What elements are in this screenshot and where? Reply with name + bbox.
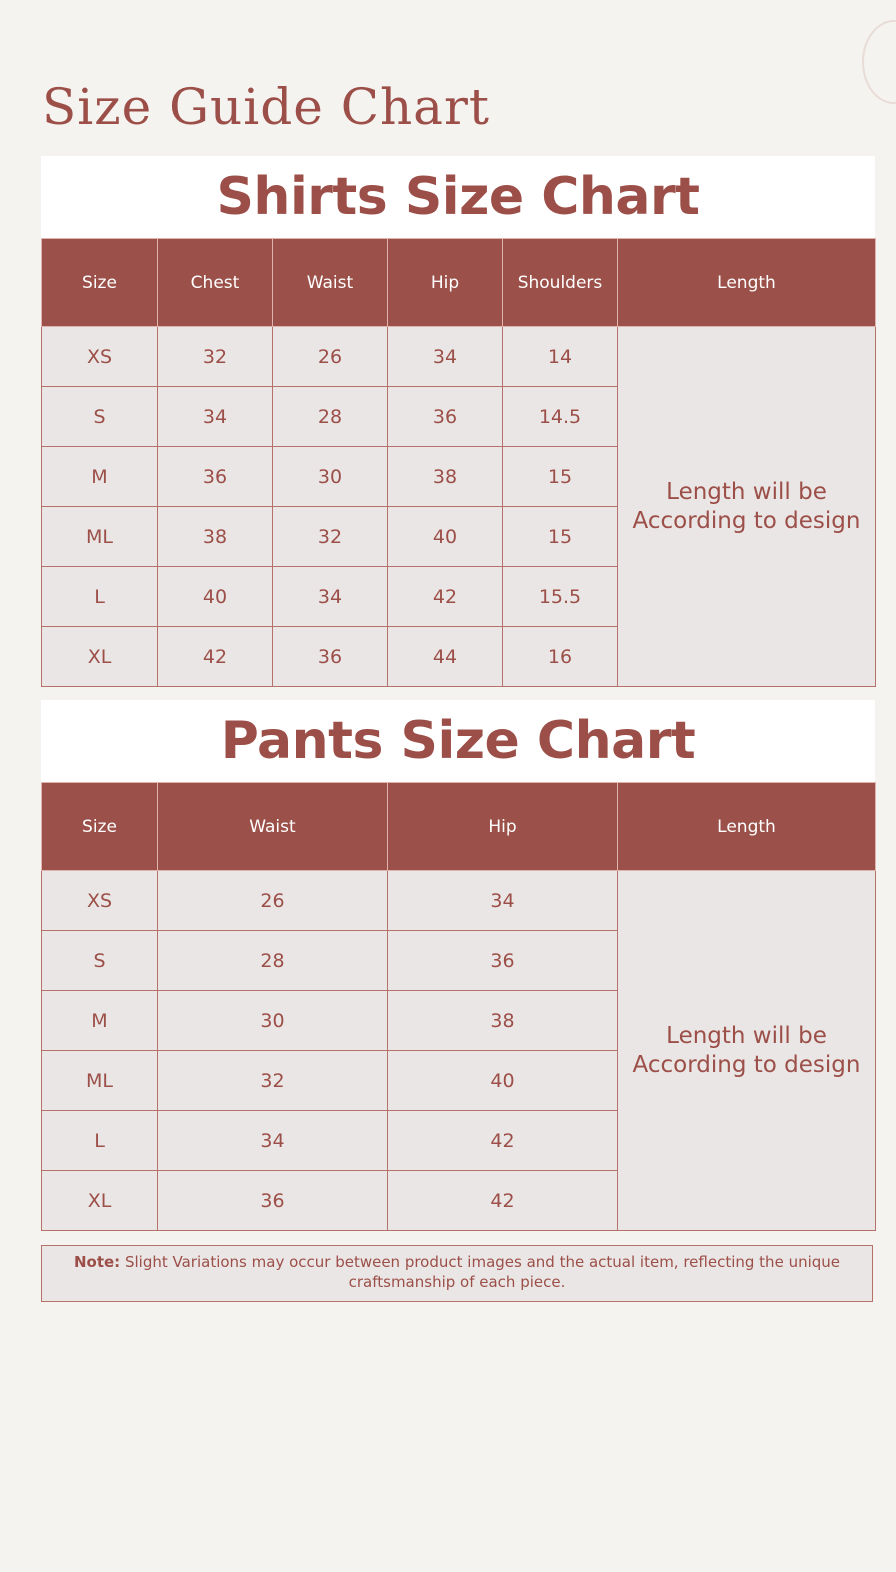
shoulders-cell: 16 bbox=[503, 627, 618, 687]
waist-cell: 28 bbox=[158, 931, 388, 991]
hip-cell: 38 bbox=[388, 447, 503, 507]
disclaimer-note bbox=[41, 1245, 873, 1302]
chest-cell: 42 bbox=[158, 627, 273, 687]
shoulders-cell: 15 bbox=[503, 447, 618, 507]
size-cell: L bbox=[42, 567, 158, 627]
column-header-shoulders: Shoulders bbox=[503, 239, 618, 327]
length-note-line-1: Length will be bbox=[666, 478, 827, 505]
shirts-chart-title: Shirts Size Chart bbox=[41, 156, 875, 238]
waist-cell: 28 bbox=[273, 387, 388, 447]
waist-cell: 26 bbox=[158, 871, 388, 931]
waist-cell: 36 bbox=[273, 627, 388, 687]
size-cell: S bbox=[42, 387, 158, 447]
shoulders-cell: 14 bbox=[503, 327, 618, 387]
column-header-length: Length bbox=[618, 239, 876, 327]
chest-cell: 34 bbox=[158, 387, 273, 447]
chest-cell: 32 bbox=[158, 327, 273, 387]
hip-cell: 42 bbox=[388, 1171, 618, 1231]
table-row bbox=[42, 327, 876, 387]
page-title: Size Guide Chart bbox=[42, 78, 490, 136]
shirts-size-chart bbox=[41, 156, 875, 687]
hip-cell: 34 bbox=[388, 327, 503, 387]
column-header-length: Length bbox=[618, 783, 876, 871]
hip-cell: 40 bbox=[388, 1051, 618, 1111]
chest-cell: 36 bbox=[158, 447, 273, 507]
hip-cell: 40 bbox=[388, 507, 503, 567]
waist-cell: 30 bbox=[273, 447, 388, 507]
size-cell: XL bbox=[42, 627, 158, 687]
hip-cell: 36 bbox=[388, 931, 618, 991]
size-cell: M bbox=[42, 447, 158, 507]
waist-cell: 36 bbox=[158, 1171, 388, 1231]
shoulders-cell: 15.5 bbox=[503, 567, 618, 627]
decorative-circle bbox=[862, 20, 896, 104]
table-row bbox=[42, 871, 876, 931]
size-cell: ML bbox=[42, 507, 158, 567]
length-note-cell bbox=[618, 327, 876, 687]
note-text: Slight Variations may occur between product images and the actual item, reflecting the unique craftsmanship of each piece. bbox=[124, 1253, 841, 1291]
hip-cell: 38 bbox=[388, 991, 618, 1051]
size-cell: S bbox=[42, 931, 158, 991]
column-header-size: Size bbox=[42, 239, 158, 327]
size-cell: XS bbox=[42, 871, 158, 931]
hip-cell: 42 bbox=[388, 567, 503, 627]
size-cell: M bbox=[42, 991, 158, 1051]
length-note-line-1: Length will be bbox=[666, 1022, 827, 1049]
size-cell: ML bbox=[42, 1051, 158, 1111]
length-note-line-2: According to design bbox=[632, 1051, 861, 1078]
column-header-waist: Waist bbox=[273, 239, 388, 327]
waist-cell: 30 bbox=[158, 991, 388, 1051]
note-label: Note: bbox=[73, 1253, 121, 1271]
waist-cell: 34 bbox=[158, 1111, 388, 1171]
waist-cell: 32 bbox=[158, 1051, 388, 1111]
chest-cell: 38 bbox=[158, 507, 273, 567]
hip-cell: 36 bbox=[388, 387, 503, 447]
column-header-hip: Hip bbox=[388, 239, 503, 327]
shoulders-cell: 14.5 bbox=[503, 387, 618, 447]
size-cell: XL bbox=[42, 1171, 158, 1231]
length-note-cell bbox=[618, 871, 876, 1231]
shirts-header-row bbox=[42, 239, 876, 327]
column-header-waist: Waist bbox=[158, 783, 388, 871]
pants-header-row bbox=[42, 783, 876, 871]
column-header-hip: Hip bbox=[388, 783, 618, 871]
size-cell: XS bbox=[42, 327, 158, 387]
chest-cell: 40 bbox=[158, 567, 273, 627]
waist-cell: 34 bbox=[273, 567, 388, 627]
hip-cell: 42 bbox=[388, 1111, 618, 1171]
shoulders-cell: 15 bbox=[503, 507, 618, 567]
pants-table bbox=[41, 782, 876, 1231]
size-cell: L bbox=[42, 1111, 158, 1171]
hip-cell: 44 bbox=[388, 627, 503, 687]
pants-size-chart bbox=[41, 700, 875, 1231]
column-header-chest: Chest bbox=[158, 239, 273, 327]
waist-cell: 32 bbox=[273, 507, 388, 567]
column-header-size: Size bbox=[42, 783, 158, 871]
shirts-table bbox=[41, 238, 876, 687]
waist-cell: 26 bbox=[273, 327, 388, 387]
length-note-line-2: According to design bbox=[632, 507, 861, 534]
hip-cell: 34 bbox=[388, 871, 618, 931]
pants-chart-title: Pants Size Chart bbox=[41, 700, 875, 782]
